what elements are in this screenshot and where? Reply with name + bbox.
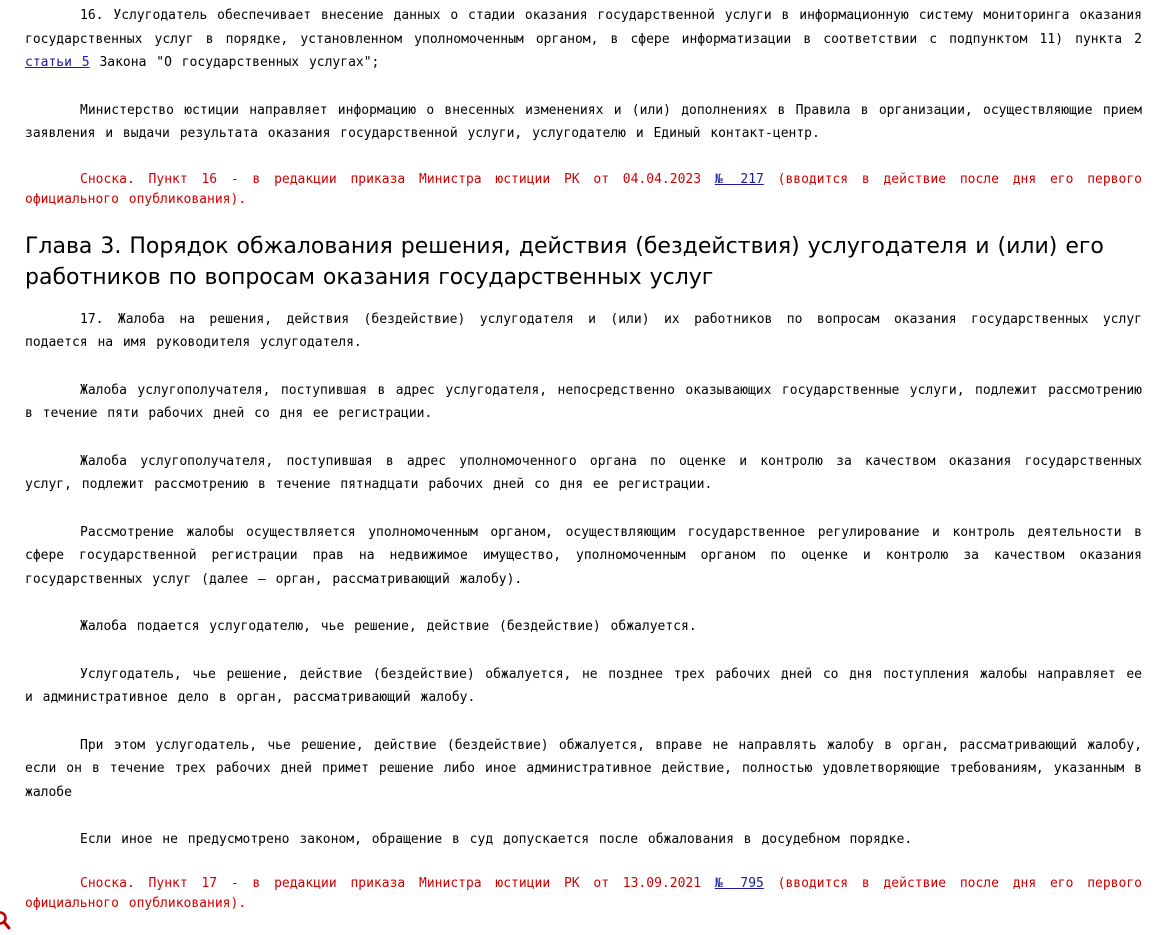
paragraph-17-court: Если иное не предусмотрено законом, обращение в суд допускается после обжалования в досудебном порядке. [80, 832, 913, 847]
link-article-5[interactable]: статьи 5 [25, 55, 90, 70]
magnifier-icon[interactable] [0, 909, 11, 931]
paragraph-17: 17. Жалоба на решения, действия (бездействие) услугодателя и (или) их работников по вопросам оказания государственных услуг подается на имя руководителя услугодателя. [25, 311, 1142, 350]
paragraph-17-complaint-provider: Жалоба услугополучателя, поступившая в адрес услугодателя, непосредственно оказывающих государственные услуги, подлежит рассмотрению в течение пяти рабочих дней со дня ее регистрации. [25, 382, 1142, 421]
paragraph-17-review-body: Рассмотрение жалобы осуществляется уполномоченным органом, осуществляющим государственное регулирование и контроль деятельности в сфере государственной регистрации прав на недвижимое имущество, уполномоченным органом по оценке и контролю за качеством оказания государственных услуг (далее – орган, рассматривающий жалобу). [25, 524, 1142, 587]
footnote-16-text-b: (вводится в действие после дня его первого официального опубликования). [25, 171, 1142, 207]
paragraph-16-ministry: Министерство юстиции направляет информацию о внесенных изменениях и (или) дополнениях в Правила в организации, осуществляющие прием заявления и выдачи результата оказания государственной услуги, услугодателю и Единый контакт-центр. [25, 102, 1142, 141]
paragraph-16-text-a: 16. Услугодатель обеспечивает внесение данных о стадии оказания государственной услуги в информационную систему мониторинга оказания государственных услуг в порядке, установленном уполномоченным органом, в сфере информатизации в соответствии с подпунктом 11) пункта 2 [25, 8, 1142, 47]
paragraph-17-exception: При этом услугодатель, чье решение, действие (бездействие) обжалуется, вправе не направлять жалобу в орган, рассматривающий жалобу, если он в течение трех рабочих дней примет решение либо иное административное действие, полностью удовлетворяющие требованиям, указанным в жалобе [25, 737, 1142, 800]
magnifier-icon-graphic [0, 909, 11, 931]
paragraph-17-filing: Жалоба подается услугодателю, чье решение, действие (бездействие) обжалуется. [80, 619, 697, 634]
footnote-16 [25, 170, 1142, 211]
paragraph-16 [25, 4, 1142, 75]
paragraph-16-text-b: Закона "О государственных услугах"; [89, 55, 380, 70]
chapter-3-title: Глава 3. Порядок обжалования решения, действия (бездействия) услугодателя и (или) его работников по вопросам оказания государственных услуг [25, 233, 1104, 290]
link-order-217[interactable]: № 217 [714, 171, 764, 187]
footnote-17-text-a: Сноска. Пункт 17 - в редакции приказа Министра юстиции РК от 13.09.2021 [80, 875, 715, 891]
footnote-17 [25, 874, 1142, 915]
paragraph-17-forwarding: Услугодатель, чье решение, действие (бездействие) обжалуется, не позднее трех рабочих дней со дня поступления жалобы направляет ее и административное дело в орган, рассматривающий жалобу. [25, 666, 1142, 705]
paragraph-17-complaint-authority: Жалоба услугополучателя, поступившая в адрес уполномоченного органа по оценке и контролю за качеством оказания государственных услуг, подлежит рассмотрению в течение пятнадцати рабочих дней со дня ее регистрации. [25, 453, 1142, 492]
document-body [25, 4, 1142, 935]
link-order-795[interactable]: № 795 [714, 875, 764, 891]
footnote-16-text-a: Сноска. Пункт 16 - в редакции приказа Министра юстиции РК от 04.04.2023 [80, 171, 715, 187]
footnote-17-text-b: (вводится в действие после дня его первого официального опубликования). [25, 875, 1142, 911]
